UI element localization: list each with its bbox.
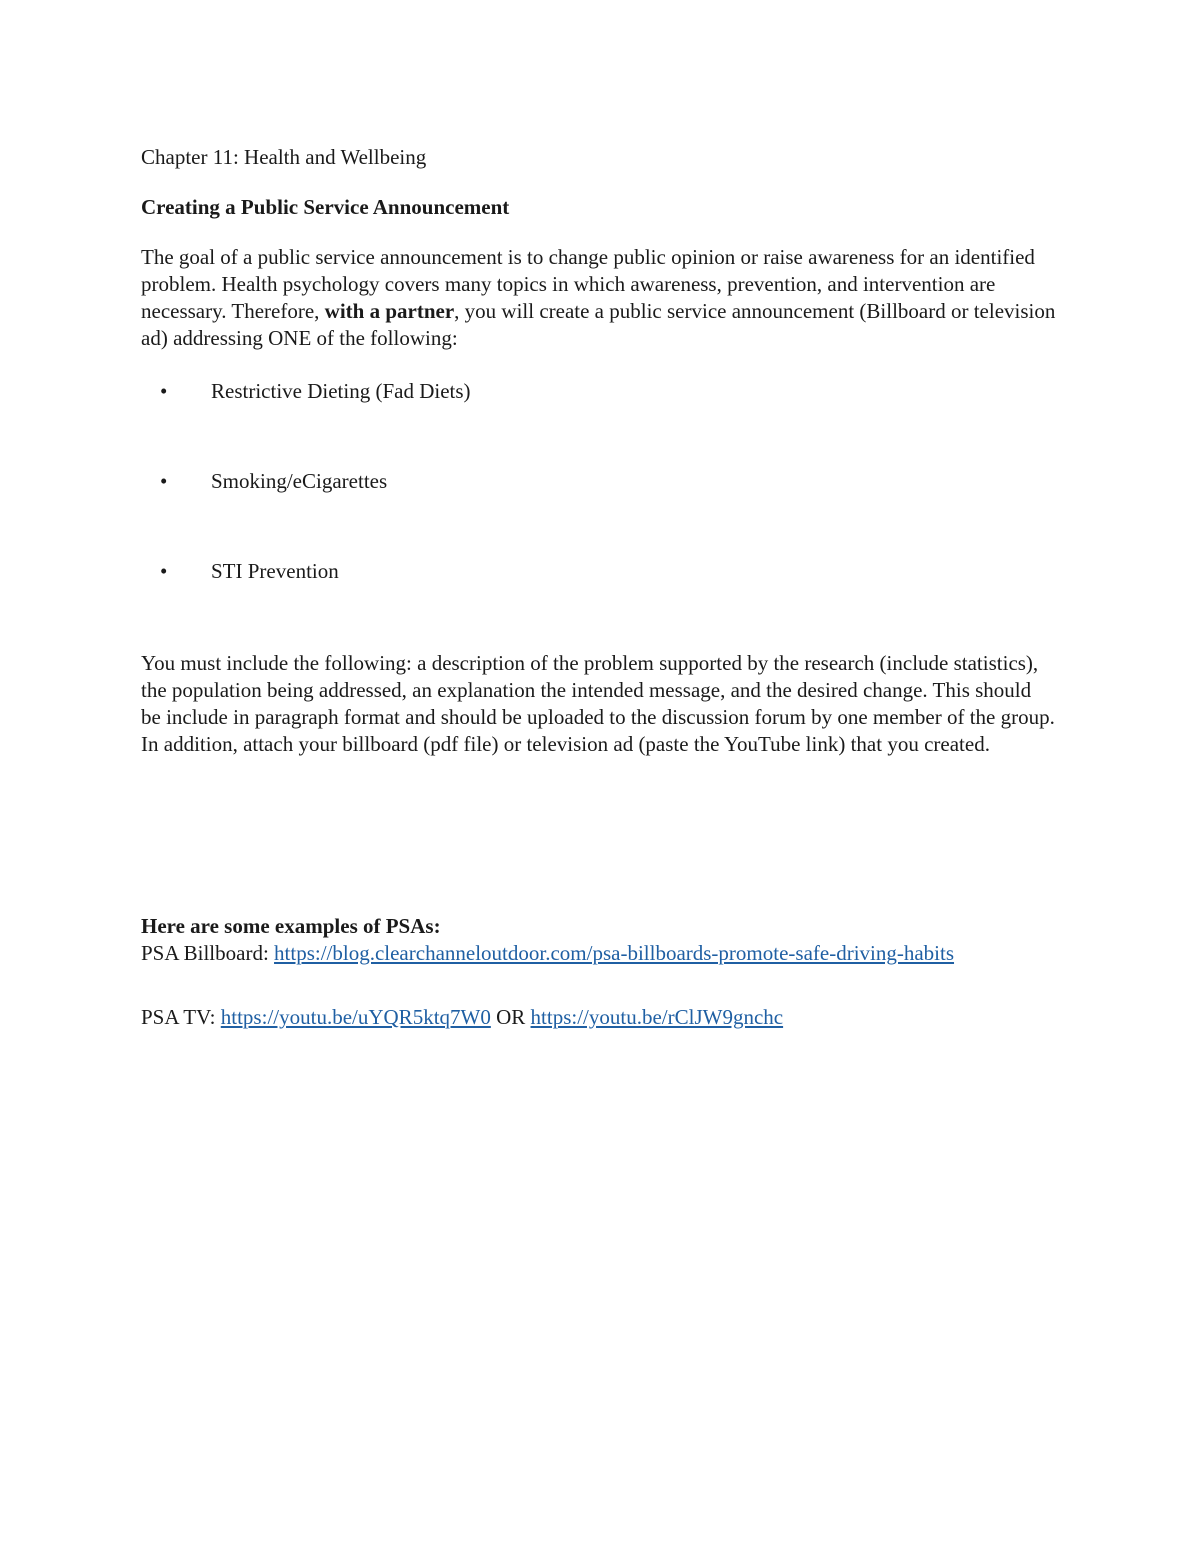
- bullet-icon: •: [160, 469, 168, 493]
- intro-paragraph: [141, 244, 1056, 352]
- topic-label: STI Prevention: [211, 559, 339, 583]
- requirements-paragraph: You must include the following: a description of the problem supported by the research (include statistics), the population being addressed, an explanation the intended message, and the desired change. This should be include in paragraph format and should be uploaded to the discussion forum by one member of the group. In addition, attach your billboard (pdf file) or television ad (paste the YouTube link) that you created.: [141, 651, 1055, 756]
- tv-example-line: [141, 1004, 783, 1031]
- topic-label: Restrictive Dieting (Fad Diets): [211, 379, 471, 403]
- bullet-icon: •: [160, 559, 168, 583]
- tv-link-1[interactable]: https://youtu.be/uYQR5ktq7W0: [220, 1005, 491, 1029]
- intro-text-before: The goal of a public service announcement is to change public opinion or raise awareness for an identified problem. Health psychology covers many topics in which awareness, prevention, and intervention are necessary. Therefore,: [141, 245, 1035, 323]
- tv-separator: OR: [490, 1005, 531, 1029]
- examples-heading: Here are some examples of PSAs:: [141, 914, 441, 938]
- bullet-icon: •: [160, 379, 168, 403]
- intro-text-after: , you will create a public service announcement (Billboard or television ad) addressing ONE of the following:: [141, 299, 1056, 350]
- tv-label: PSA TV:: [141, 1005, 221, 1029]
- billboard-label: PSA Billboard:: [141, 941, 275, 965]
- intro-bold-partner: with a partner: [324, 299, 455, 323]
- tv-link-2[interactable]: https://youtu.be/rClJW9gnchc: [530, 1005, 784, 1029]
- topic-label: Smoking/eCigarettes: [211, 469, 388, 493]
- assignment-heading: Creating a Public Service Announcement: [141, 195, 510, 219]
- billboard-link[interactable]: https://blog.clearchanneloutdoor.com/psa-billboards-promote-safe-driving-habits: [274, 941, 955, 965]
- billboard-example-line: [141, 940, 954, 967]
- chapter-title: Chapter 11: Health and Wellbeing: [141, 145, 427, 169]
